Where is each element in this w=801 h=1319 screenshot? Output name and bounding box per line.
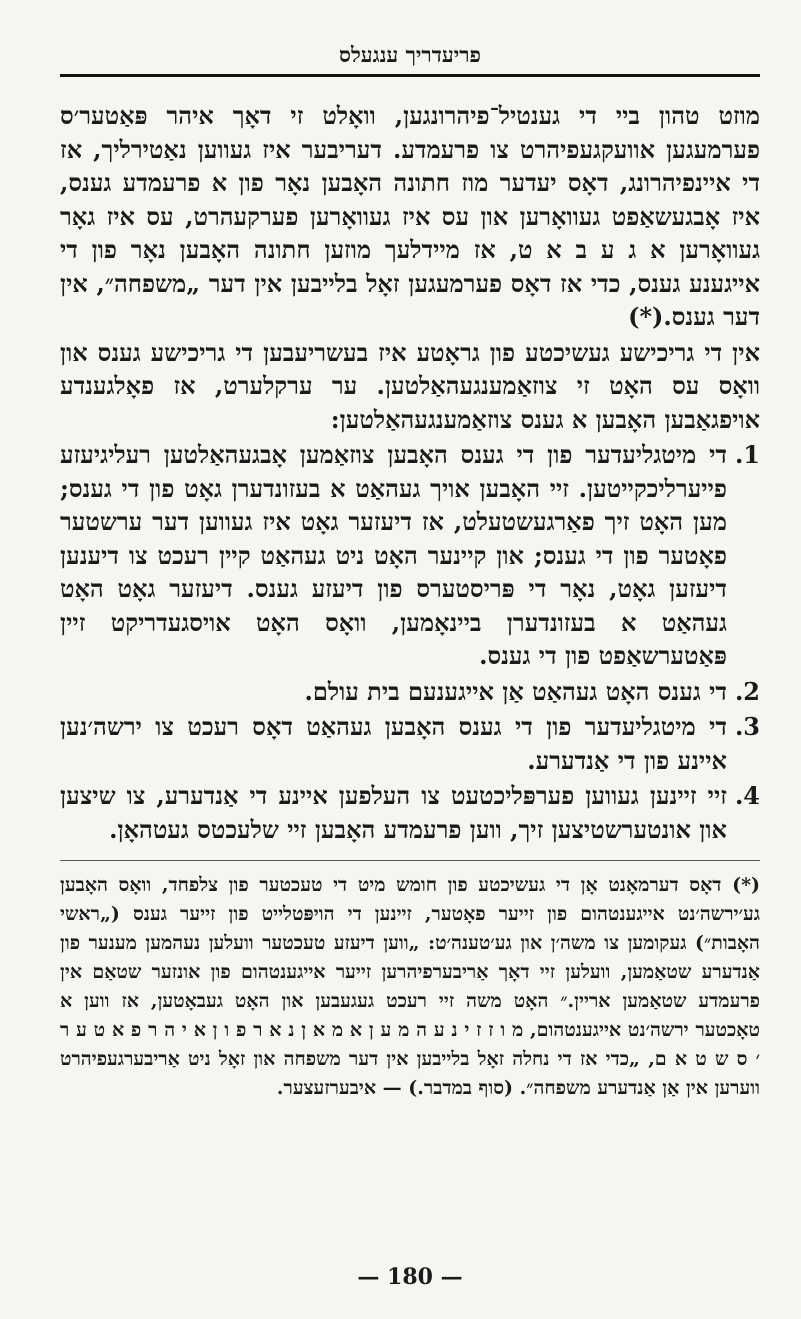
paragraph: אין די גריכישע געשיכטע פון גראָטע איז בעשריעבען די גריכישע גענס און וואָס עס האָט זי צוזאַמענגעהאַלטען. ער ערקלערט, אז פאָלגענדע אויפגאַבען האָבען א גענס צוזאַמענגעהאַלטען:	[60, 337, 760, 434]
list-item-text: די גענס האָט געהאַט אַן אייגענעם בית עולם.	[304, 676, 727, 706]
footnote	[60, 860, 760, 1103]
list-item	[60, 779, 760, 846]
page-number: — 180 —	[357, 1264, 463, 1290]
list-item	[60, 438, 760, 673]
running-title: פריעדריך ענגעלס	[339, 42, 481, 67]
list-item-text: די מיטגליעדער פון די גענס האָבען געהאַט דאָס רעכט צו ירשה׳נען איינע פון די אַנדערע.	[60, 712, 727, 775]
list-item	[60, 675, 760, 709]
list-item-number: 2.	[734, 676, 760, 706]
list-item-text: די מיטגליעדער פון די גענס האָבען צוזאַמען אָבגעהאַלטען רעליגיעזע פייערליכקייטען. זיי האָבען אויך געהאַט א בעזונדערן גאָט פון די גענס; מען האָט זיך פאַרגעשטעלט, אז דיעזער גאָט איז געווען דער ערשטער פאָטער פון די גענס; און קיינער האָט ניט געהאַט קיין רעכט צו דיענען דיעזען גאָט, נאָר די פּריסטערס פון דיעזע גענס. דיעזער גאָט האָט געהאַט א בעזונדערן ביינאָמען, וואָס האָט אויסגעדריקט זיין פּאַטערשאַפט פון די גענס.	[60, 440, 727, 670]
book-page	[60, 40, 760, 1290]
main-text	[60, 99, 760, 846]
list-item-text: זיי זיינען געווען פערפּליכטעט צו העלפען איינע די אַנדערע, צו שיצען און אונטערשטיצען זיך, ווען פרעמדע האָבען זיי שלעכטס געטהאָן.	[60, 781, 727, 844]
list-item	[60, 710, 760, 777]
paragraph: מוזט טהון ביי די גענטיל־פיהרונגען, וואָלט זי דאָך איהר פּאַטער׳ס פערמעגען אוועקגעפיהרט צו פרעמדע. דעריבער איז געווען נאַטירליך, אז די איינפיהרונג, דאָס יעדער מוז חתונה האָבען נאָר פון א פרעמדע גענס, איז אָבגעשאַפט געוואָרען און עס איז געוואָרען פערקעהרט, עס איז גאָר געוואָרען א ג ע ב א ט, אז מיידלעך מוזען חתונה האָבען נאָר פון די אייגענע גענס, כדי אז דאָס פערמעגען זאָל בלייבען אין דער „משפחה״, אין דער גענס.(*)	[60, 101, 761, 331]
list-item-number: 1.	[734, 440, 760, 469]
footnote-text: (*) דאָס דערמאָנט אָן די געשיכטע פון חומש מיט די טעכטער פון צלפחד, וואָס האָבען גע׳ירשה׳נט אייגענטהום פון זייער פאָטער, זיינען די הויפּטלייט פון זייער גענס („ראשי האָבות״) געקומען צו משה׳ן און גע׳טענה׳ט: „ווען דיעזע טעכטער וועלען נעהמען מענער פון אַנדערע שטאַמען, וועלען זיי דאָך אַריבערפיהרען זייער אייגענטהום פון אונזער שטאַם אין פרעמדע שטאַמען אריין.״ האָט משה זיי רעכט געגעבען און האָט געבאָטען, אז ווען א טאָכטער ירשה׳נט אייגענטהום, מ ו ז ז י נ ע ה מ ע ן א מ א ן נ א ר פ ו ן א י ה ר פ א ט ע ר ׳ ס ש ט א ם, „כדי אז די נחלה זאָל בלייבען אין דער משפחה און זאָל ניט אַריבערגעפיהרט ווערען אין אַן אַנדערע משפחה״. (סוף במדבר.) — איבערזעצער.	[60, 874, 760, 1099]
header-rule	[60, 74, 760, 77]
list-item-number: 4.	[734, 781, 760, 810]
list-item-number: 3.	[734, 712, 760, 741]
